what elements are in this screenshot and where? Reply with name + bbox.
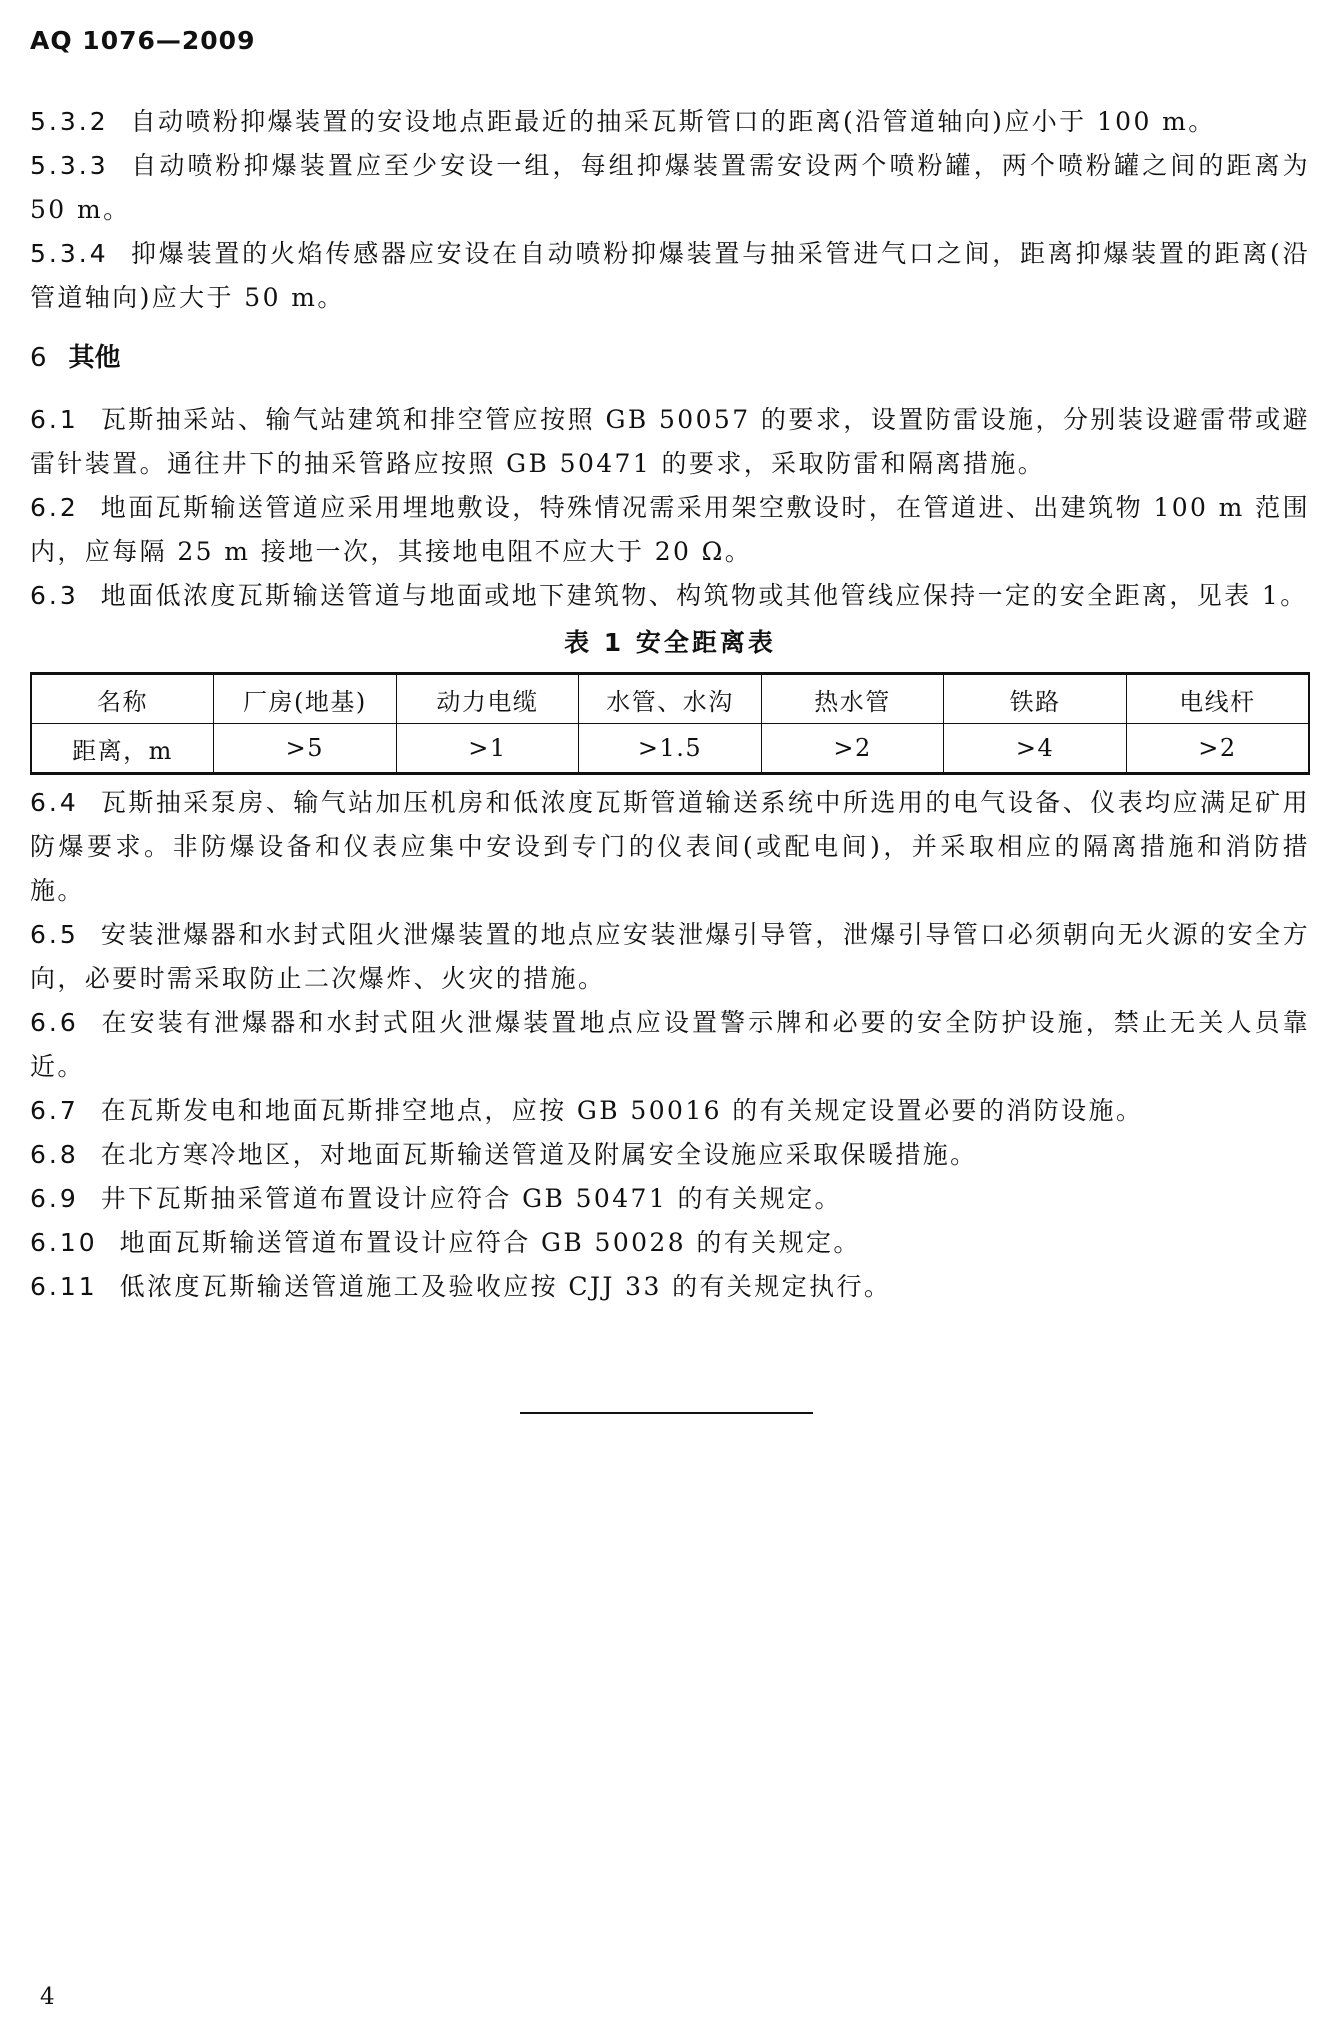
- clause-5-3-4: [30, 232, 1310, 320]
- clause-6-7: [30, 1089, 1310, 1133]
- clause-text: 地面低浓度瓦斯输送管道与地面或地下建筑物、构筑物或其他管线应保持一定的安全距离，见表 1。: [100, 581, 1308, 610]
- table-header-cell: 水管、水沟: [579, 674, 762, 724]
- table-header-cell: 热水管: [761, 674, 944, 724]
- standard-code-header: AQ 1076—2009: [30, 26, 256, 55]
- clause-number: 6.10: [30, 1228, 98, 1257]
- clause-6-2: [30, 486, 1310, 574]
- table-header-cell: 名称: [31, 674, 214, 724]
- table-cell: >4: [944, 724, 1127, 774]
- clause-number: 5.3.3: [30, 151, 109, 180]
- clause-number: 6.8: [30, 1140, 79, 1169]
- clause-text: 瓦斯抽采泵房、输气站加压机房和低浓度瓦斯管道输送系统中所选用的电气设备、仪表均应满足矿用防爆要求。非防爆设备和仪表应集中安设到专门的仪表间(或配电间)，并采取相应的隔离措施和消防措施。: [30, 788, 1310, 905]
- clause-number: 6.6: [30, 1008, 79, 1037]
- table-row: [31, 724, 1309, 774]
- end-of-document-rule: [520, 1412, 813, 1414]
- clause-number: 6.7: [30, 1096, 79, 1125]
- section-title: 其他: [68, 343, 121, 373]
- clause-5-3-3: [30, 144, 1310, 232]
- page-content: [30, 100, 1310, 1309]
- table-cell: >1: [396, 724, 579, 774]
- clause-number: 6.1: [30, 405, 79, 434]
- clause-number: 6.5: [30, 920, 79, 949]
- section-heading: [30, 336, 1310, 380]
- clause-6-9: [30, 1177, 1310, 1221]
- clause-text: 地面瓦斯输送管道应采用埋地敷设，特殊情况需采用架空敷设时，在管道进、出建筑物 100 m 范围内，应每隔 25 m 接地一次，其接地电阻不应大于 20 Ω。: [30, 493, 1310, 566]
- clause-text: 安装泄爆器和水封式阻火泄爆装置的地点应安装泄爆引导管，泄爆引导管口必须朝向无火源的安全方向，必要时需采取防止二次爆炸、火灾的措施。: [30, 920, 1310, 993]
- clause-6-6: [30, 1001, 1310, 1089]
- clause-text: 在安装有泄爆器和水封式阻火泄爆装置地点应设置警示牌和必要的安全防护设施，禁止无关人员靠近。: [30, 1008, 1310, 1081]
- clause-6-3: [30, 574, 1310, 618]
- clause-text: 自动喷粉抑爆装置的安设地点距最近的抽采瓦斯管口的距离(沿管道轴向)应小于 100 m。: [130, 107, 1216, 136]
- table-cell: >2: [1126, 724, 1309, 774]
- clause-text: 在瓦斯发电和地面瓦斯排空地点，应按 GB 50016 的有关规定设置必要的消防设施。: [100, 1096, 1144, 1125]
- clause-6-10: [30, 1221, 1310, 1265]
- clause-number: 6.4: [30, 788, 79, 817]
- page-number: 4: [40, 1984, 55, 2010]
- table-cell: 距离，m: [31, 724, 214, 774]
- clause-text: 地面瓦斯输送管道布置设计应符合 GB 50028 的有关规定。: [119, 1228, 861, 1257]
- clause-number: 5.3.4: [30, 239, 109, 268]
- clause-text: 在北方寒冷地区，对地面瓦斯输送管道及附属安全设施应采取保暖措施。: [100, 1140, 978, 1169]
- table-header-cell: 厂房(地基): [214, 674, 397, 724]
- clause-number: 6.2: [30, 493, 79, 522]
- table-cell: >2: [761, 724, 944, 774]
- clause-text: 井下瓦斯抽采管道布置设计应符合 GB 50471 的有关规定。: [100, 1184, 842, 1213]
- clause-number: 6.11: [30, 1272, 98, 1301]
- table-header-row: [31, 674, 1309, 724]
- section-number: 6: [30, 343, 47, 373]
- table-cell: >1.5: [579, 724, 762, 774]
- table-caption: 表 1 安全距离表: [564, 628, 776, 657]
- table-cell: >5: [214, 724, 397, 774]
- clause-6-5: [30, 913, 1310, 1001]
- clause-number: 6.9: [30, 1184, 79, 1213]
- clause-6-1: [30, 398, 1310, 486]
- clause-number: 5.3.2: [30, 107, 109, 136]
- clause-text: 低浓度瓦斯输送管道施工及验收应按 CJJ 33 的有关规定执行。: [119, 1272, 892, 1301]
- table-header-cell: 电线杆: [1126, 674, 1309, 724]
- clause-6-11: [30, 1265, 1310, 1309]
- clause-text: 抑爆装置的火焰传感器应安设在自动喷粉抑爆装置与抽采管进气口之间，距离抑爆装置的距离(沿管道轴向)应大于 50 m。: [30, 239, 1310, 312]
- clause-text: 自动喷粉抑爆装置应至少安设一组，每组抑爆装置需安设两个喷粉罐，两个喷粉罐之间的距离为 50 m。: [30, 151, 1310, 224]
- clause-number: 6.3: [30, 581, 79, 610]
- clause-6-4: [30, 781, 1310, 913]
- clause-6-8: [30, 1133, 1310, 1177]
- clause-5-3-2: [30, 100, 1310, 144]
- table-header-cell: 动力电缆: [396, 674, 579, 724]
- safety-distance-table: [30, 672, 1310, 775]
- clause-text: 瓦斯抽采站、输气站建筑和排空管应按照 GB 50057 的要求，设置防雷设施，分别装设避雷带或避雷针装置。通往井下的抽采管路应按照 GB 50471 的要求，采取防雷和隔离措施。: [30, 405, 1310, 478]
- table-header-cell: 铁路: [944, 674, 1127, 724]
